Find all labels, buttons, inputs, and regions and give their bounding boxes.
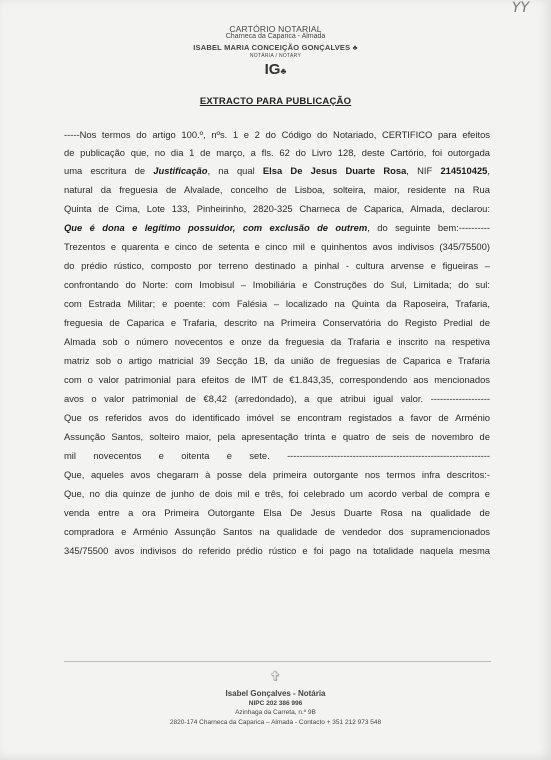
trefoil-icon: ♣ [352,43,358,52]
text-line: com o valor patrimonial para efeitos de IMT de €1.843,35, correspondendo aos mencionados [64,374,490,385]
text-line: -----Nos termos do artigo 100.º, nºs. 1 e 2 do Código do Notariado, CERTIFICO para efeitos [64,129,490,140]
text-line: de publicação que, no dia 1 de março, a fls. 62 do Livro 128, deste Cartório, foi outorgada [64,147,490,158]
footer-divider [64,661,491,662]
text-span: , do seguinte bem:---------- [367,222,490,233]
text-line: freguesia de Caparica e Trafaria, descrito na Primeira Conservatória do Registo Predial de [64,317,490,328]
text-line: do prédio rústico, composto por terreno destinado a pinhal - cultura arvense e figueiras – [64,260,490,271]
text-line: compradora e Arménio Assunção Santos na qualidade de vendedor dos supramencionados [64,526,490,537]
footer-contact: 2820-174 Charneca da Caparica – Almada - Contacto + 351 212 973 548 [169,719,382,726]
text-line: Assunção Santos, solteiro maior, pela apresentação trinta e quatro de seis de novembro de [64,431,490,442]
footer-nipc: NIPC 202 386 996 [248,700,303,707]
text-line: confrontando do Norte: com Imobisul – Imobiliária e Construções do Sul, Limitada; do sul: [64,279,490,290]
document-title: EXTRACTO PARA PUBLICAÇÃO [199,96,352,107]
notary-name [0,43,551,52]
text-span: , [487,165,490,176]
declaration-text: Que é dona e legítimo possuidor, com exclusão de outrem [64,222,368,233]
trefoil-icon: ♣ [280,66,287,76]
text-line: Que, no dia quinze de junho de dois mil e três, foi celebrado um acordo verbal de compra e [64,488,490,499]
office-name: CARTÓRIO NOTARIAL [229,24,322,34]
text-line [64,222,490,233]
notary-name-text: ISABEL MARIA CONCEIÇÃO GONÇALVES [193,43,351,52]
text-line: Quinta de Cima, Lote 133, Pinheirinho, 2820-325 Charneca de Caparica, Almada, declarou: [64,203,490,214]
deed-type: Justificação [153,165,208,176]
logo-text: IG [264,61,281,78]
office-location: Charneca da Caparica - Almada [225,33,326,40]
text-line: 345/75500 avos indivisos do referido prédio rústico e foi pago na totalidade naquela mesma [64,545,490,556]
text-line: avos o valor patrimonial de €8,42 (arredondado), a que atribui igual valor. ------------------- [64,393,490,404]
tax-id: 214510425 [440,165,488,176]
text-span: , na qual [207,165,263,176]
notary-logo [0,61,551,78]
text-line: venda entre a ora Primeira Outorgante Elsa De Jesus Duarte Rosa na qualidade de [64,507,490,518]
notary-role: NOTÁRIA / NOTARY [249,53,302,59]
text-line: Trezentos e quarenta e cinco de setenta e cinco mil e quinhentos avos indivisos (345/75500) [64,241,490,252]
text-span: , NIF [406,165,441,176]
handwritten-mark: YY [511,0,529,16]
text-line: Que, aqueles avos chegaram à posse dela primeira outorgante nos termos infra descritos:- [64,469,490,480]
footer-address: Azinhaga da Carreta, n.º 9B [235,709,316,716]
text-line: mil novecentos e oitenta e sete. ----------------------------------------------------------------- [64,450,490,461]
notary-seal-icon: ✞ [269,668,282,684]
text-span: uma escritura de [64,165,154,176]
footer-name: Isabel Gonçalves - Notária [225,689,326,698]
text-line: com Estrada Militar; e poente: com Falésia – localizado na Quinta da Raposeira, Trafaria, [64,298,490,309]
text-line: Que os referidos avos do identificado imóvel se encontram registados a favor de Arménio [64,412,490,423]
text-line: natural da freguesia de Alvalade, concelho de Lisboa, solteira, maior, residente na Rua [64,184,490,195]
text-line: matriz sob o artigo matricial 39 Secção 1B, da união de freguesias de Caparica e Trafaria [64,355,490,366]
grantor-name: Elsa De Jesus Duarte Rosa [262,165,407,176]
text-line [64,165,490,176]
text-line: Almada sob o número novecentos e onze da freguesia da Trafaria e inscrito na respetiva [64,336,490,347]
